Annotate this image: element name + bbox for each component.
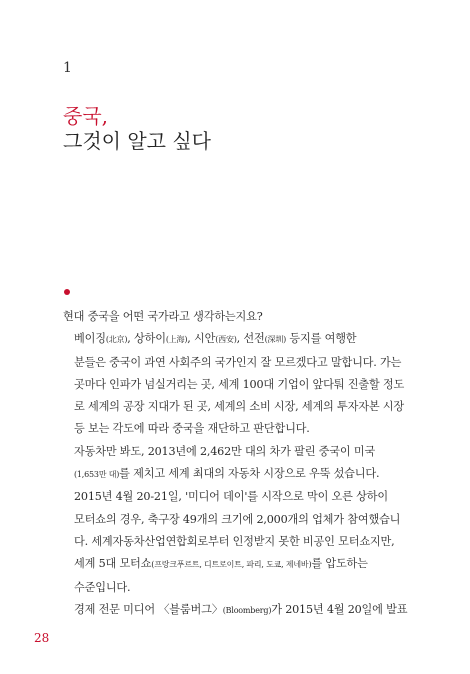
body-text-run: , 선전: [236, 332, 265, 346]
body-text-run: 모터쇼의 경우, 축구장 49개의 크기에 2,000개의 업체가 참여했습니: [74, 512, 401, 526]
annotation-text: (Bloomberg): [222, 605, 272, 615]
body-text-run: 경제 전문 미디어 〈블룸버그〉: [74, 602, 223, 616]
body-text-run: 가 2015년 4월 20일에 발표: [271, 602, 408, 616]
body-text-run: 곳마다 인파가 넘실거리는 곳, 세계 100대 기업이 앞다퉈 진출할 정도: [74, 377, 405, 391]
body-text-run: , 시안: [187, 332, 216, 346]
body-line: [63, 531, 407, 553]
body-text-run: 2015년 4월 20-21일, '미디어 데이'를 시작으로 막이 오른 상하이: [74, 490, 388, 504]
page-number: 28: [34, 631, 50, 645]
annotation-text: (프랑크푸르트, 디트로이트, 파리, 도쿄, 제네바): [151, 560, 312, 570]
body-line: [63, 553, 407, 576]
chapter-title-highlight: 중국,: [63, 104, 108, 128]
body-text-run: 를 제치고 세계 최대의 자동차 시장으로 우뚝 섰습니다.: [119, 467, 380, 481]
body-text-run: 분들은 중국이 과연 사회주의 국가인지 잘 모르겠다고 말합니다. 가는: [74, 355, 402, 369]
paragraph-2: [63, 328, 407, 440]
body-line: [63, 418, 407, 440]
chapter-title: [63, 104, 211, 154]
body-line: [63, 463, 407, 486]
body-text: [63, 306, 407, 622]
annotation-text: (1,653만 대): [74, 470, 120, 480]
body-text-run: 베이징: [74, 332, 106, 346]
paragraph-3: [63, 441, 407, 599]
chapter-number: 1: [63, 60, 72, 76]
body-line: 현대 중국을 어떤 국가라고 생각하는지요?: [63, 310, 263, 323]
body-line: [63, 352, 407, 374]
body-line: [63, 396, 407, 418]
chapter-title-main: 그것이 알고 싶다: [63, 129, 211, 153]
body-line: [63, 599, 407, 622]
body-text-run: 세계 5대 모터쇼: [74, 557, 152, 571]
body-line: [63, 509, 407, 531]
body-text-run: 다. 세계자동차산업연합회로부터 인정받지 못한 비공인 모터쇼지만,: [74, 534, 395, 548]
body-text-run: 를 압도하는: [311, 557, 368, 571]
annotation-text: (深圳): [264, 335, 287, 345]
body-text-run: 등지를 여행한: [286, 332, 357, 346]
paragraph-1: [63, 306, 407, 328]
body-text-run: 자동차만 봐도, 2013년에 2,462만 대의 차가 팔린 중국이 미국: [74, 444, 376, 458]
body-line: [63, 577, 407, 599]
body-line: [63, 441, 407, 463]
body-line: [63, 328, 407, 351]
body-text-run: 수준입니다.: [74, 580, 131, 594]
annotation-text: (西安): [215, 335, 237, 345]
body-text-run: , 상하이: [127, 332, 166, 346]
body-line: [63, 374, 407, 396]
body-line: [63, 486, 407, 508]
body-text-run: 등 보는 각도에 따라 중국을 재단하고 판단합니다.: [74, 422, 310, 436]
section-bullet-icon: [64, 289, 70, 295]
annotation-text: (上海): [165, 335, 188, 345]
annotation-text: (北京): [105, 335, 128, 345]
paragraph-4: [63, 599, 407, 622]
body-text-run: 로 세계의 공장 지대가 된 곳, 세계의 소비 시장, 세계의 투자자본 시장: [74, 400, 405, 414]
